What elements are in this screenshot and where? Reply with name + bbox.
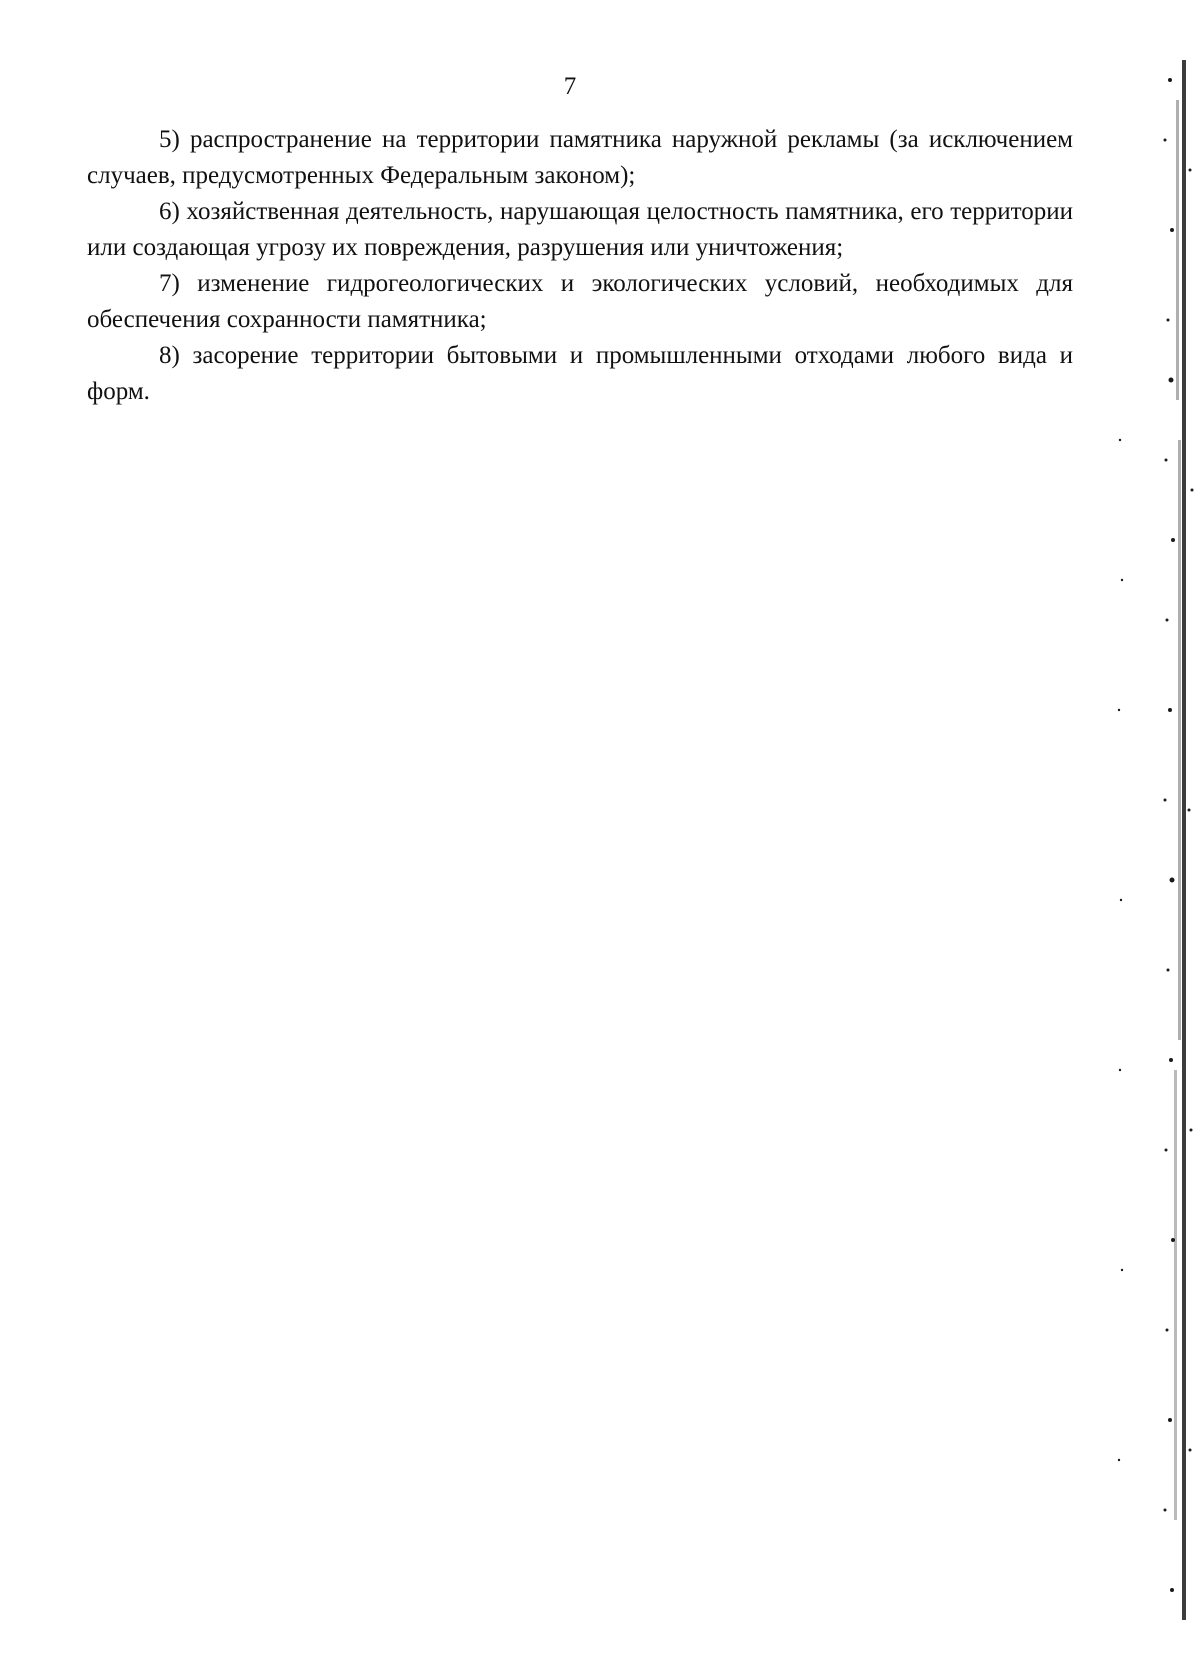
paragraph-item-8: 8) засорение территории бытовыми и промышленными отходами любого вида и форм. <box>87 342 1073 405</box>
scan-noise-edge <box>1110 20 1200 1640</box>
document-body <box>87 122 1073 410</box>
page-number: 7 <box>563 73 577 100</box>
paragraph-item-7: 7) изменение гидрогеологических и экологических условий, необходимых для обеспечения сохранности памятника; <box>87 270 1073 333</box>
scan-noise-graphic <box>1110 20 1200 1640</box>
paragraph-item-5: 5) распространение на территории памятника наружной рекламы (за исключением случаев, предусмотренных Федеральным законом); <box>87 126 1073 189</box>
paragraph-item-6: 6) хозяйственная деятельность, нарушающая целостность памятника, его территории или создающая угрозу их повреждения, разрушения или уничтожения; <box>87 198 1073 261</box>
